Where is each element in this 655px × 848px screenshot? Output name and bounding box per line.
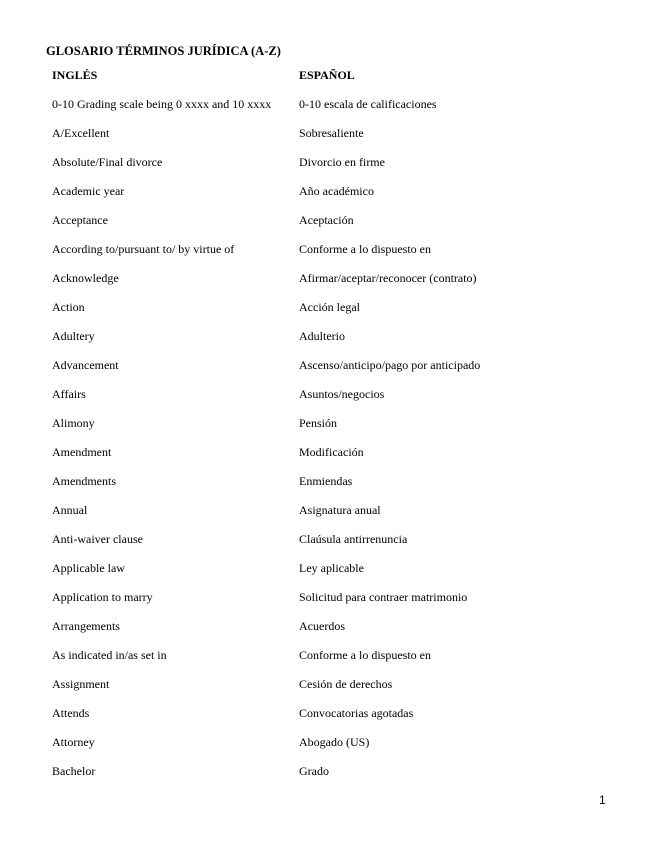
spanish-term: Divorcio en firme	[299, 155, 385, 169]
column-header-english: INGLÉS	[52, 68, 98, 82]
spanish-term: Sobresaliente	[299, 126, 364, 140]
spanish-term: Ascenso/anticipo/pago por anticipado	[299, 358, 481, 372]
glossary-row	[0, 501, 655, 530]
spanish-term: Ley aplicable	[299, 561, 364, 575]
glossary-row	[0, 762, 655, 791]
english-term: Acceptance	[52, 213, 108, 227]
english-term: Attends	[52, 706, 90, 720]
spanish-term: Adulterio	[299, 329, 345, 343]
spanish-term: 0-10 escala de calificaciones	[299, 97, 437, 111]
english-term: Adultery	[52, 329, 95, 343]
glossary-row	[0, 211, 655, 240]
english-term: Amendment	[52, 445, 112, 459]
page-number: 1	[599, 793, 606, 807]
glossary-table	[0, 95, 655, 791]
english-term: Assignment	[52, 677, 110, 691]
glossary-row	[0, 588, 655, 617]
spanish-term: Acuerdos	[299, 619, 345, 633]
glossary-row	[0, 617, 655, 646]
glossary-row	[0, 443, 655, 472]
english-term: Action	[52, 300, 85, 314]
english-term: As indicated in/as set in	[52, 648, 167, 662]
spanish-term: Asuntos/negocios	[299, 387, 385, 401]
spanish-term: Aceptación	[299, 213, 354, 227]
glossary-row	[0, 472, 655, 501]
glossary-row	[0, 675, 655, 704]
column-header-spanish: ESPAÑOL	[299, 68, 355, 82]
glossary-row	[0, 298, 655, 327]
english-term: Arrangements	[52, 619, 120, 633]
spanish-term: Pensión	[299, 416, 338, 430]
spanish-term: Abogado (US)	[299, 735, 370, 749]
spanish-term: Afirmar/aceptar/reconocer (contrato)	[299, 271, 477, 285]
glossary-row	[0, 646, 655, 675]
glossary-row	[0, 704, 655, 733]
glossary-row	[0, 530, 655, 559]
spanish-term: Enmiendas	[299, 474, 353, 488]
english-term: Advancement	[52, 358, 119, 372]
spanish-term: Año académico	[299, 184, 374, 198]
glossary-row	[0, 356, 655, 385]
english-term: Alimony	[52, 416, 95, 430]
spanish-term: Solicitud para contraer matrimonio	[299, 590, 468, 604]
english-term: 0-10 Grading scale being 0 xxxx and 10 xxxx	[52, 97, 272, 111]
glossary-row	[0, 385, 655, 414]
spanish-term: Cesión de derechos	[299, 677, 393, 691]
document-title: GLOSARIO TÉRMINOS JURÍDICA (A-Z)	[46, 44, 281, 58]
english-term: Application to marry	[52, 590, 153, 604]
english-term: Affairs	[52, 387, 86, 401]
english-term: Bachelor	[52, 764, 96, 778]
glossary-row	[0, 559, 655, 588]
english-term: According to/pursuant to/ by virtue of	[52, 242, 235, 256]
glossary-row	[0, 414, 655, 443]
english-term: Applicable law	[52, 561, 125, 575]
english-term: A/Excellent	[52, 126, 110, 140]
glossary-row	[0, 153, 655, 182]
english-term: Acknowledge	[52, 271, 119, 285]
english-term: Annual	[52, 503, 88, 517]
glossary-row	[0, 240, 655, 269]
english-term: Anti-waiver clause	[52, 532, 143, 546]
glossary-row	[0, 95, 655, 124]
spanish-term: Asignatura anual	[299, 503, 381, 517]
spanish-term: Conforme a lo dispuesto en	[299, 242, 431, 256]
spanish-term: Claúsula antirrenuncia	[299, 532, 408, 546]
glossary-row	[0, 269, 655, 298]
spanish-term: Modificación	[299, 445, 364, 459]
glossary-row	[0, 733, 655, 762]
english-term: Attorney	[52, 735, 95, 749]
spanish-term: Conforme a lo dispuesto en	[299, 648, 431, 662]
spanish-term: Acción legal	[299, 300, 360, 314]
english-term: Academic year	[52, 184, 125, 198]
spanish-term: Grado	[299, 764, 329, 778]
spanish-term: Convocatorias agotadas	[299, 706, 414, 720]
glossary-row	[0, 327, 655, 356]
glossary-row	[0, 124, 655, 153]
english-term: Amendments	[52, 474, 116, 488]
english-term: Absolute/Final divorce	[52, 155, 163, 169]
glossary-row	[0, 182, 655, 211]
